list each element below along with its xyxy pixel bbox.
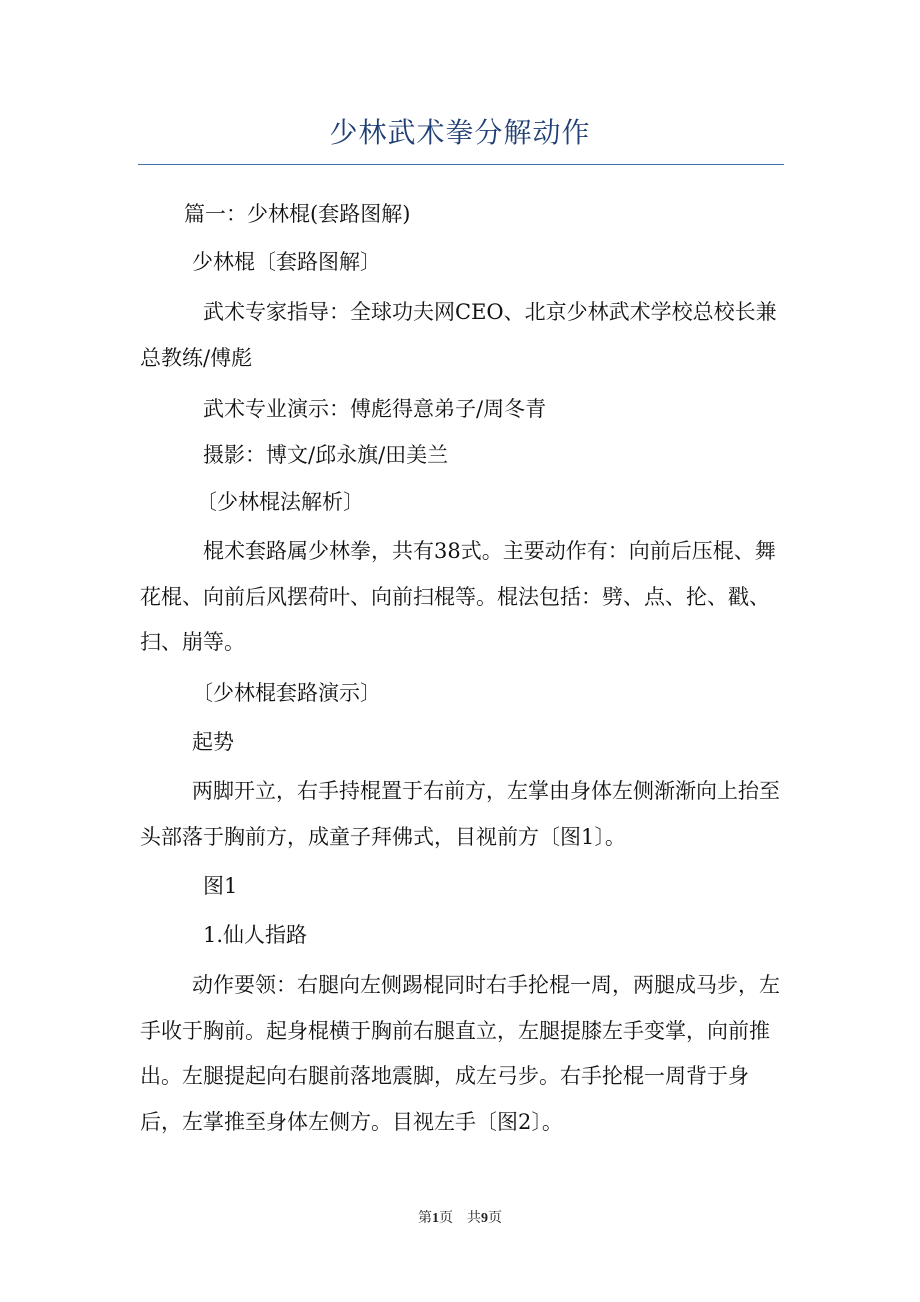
section-label-demo: 〔少林棍套路演示〕 xyxy=(192,681,381,705)
paragraph-analysis: 棍术套路属少林拳，共有38式。主要动作有：向前后压棍、舞花棍、向前后风摆荷叶、向前扫棍等。棍法包括：劈、点、抡、戳、扫、崩等。 xyxy=(140,539,776,655)
move-title-1: 1.仙人指路 xyxy=(203,923,308,947)
title-underline xyxy=(138,164,784,165)
paragraph-move-1: 动作要领：右腿向左侧踢棍同时右手抡棍一周，两腿成马步，左手收于胸前。起身棍横于胸前右腿直立，左腿提膝左手变掌，向前推出。左腿提起向右腿前落地震脚，成左弓步。右手抡棍一周背于身后，左掌推至身体左侧方。目视左手〔图2〕。 xyxy=(140,973,780,1134)
footer-prefix: 第 xyxy=(418,1211,432,1226)
subheading: 少林棍〔套路图解〕 xyxy=(192,250,381,274)
section-heading: 篇一：少林棍(套路图解) xyxy=(184,202,411,226)
move-title-opening: 起势 xyxy=(192,730,234,754)
paragraph-expert: 武术专家指导：全球功夫网CEO、北京少林武术学校总校长兼总教练/傅彪 xyxy=(140,300,777,370)
paragraph-demonstrator: 武术专业演示：傅彪得意弟子/周冬青 xyxy=(203,397,547,421)
footer-current-page: 1 xyxy=(432,1211,439,1226)
figure-caption: 图1 xyxy=(203,874,238,898)
footer-total-pages: 9 xyxy=(481,1211,488,1226)
footer-mid: 页 共 xyxy=(439,1211,481,1226)
page-footer xyxy=(0,1207,920,1227)
section-label-analysis: 〔少林棍法解析〕 xyxy=(196,490,364,514)
footer-suffix: 页 xyxy=(488,1211,502,1226)
paragraph-photography: 摄影：博文/邱永旗/田美兰 xyxy=(203,443,449,467)
paragraph-opening: 两脚开立，右手持棍置于右前方，左掌由身体左侧渐渐向上抬至头部落于胸前方，成童子拜佛式，目视前方〔图1〕。 xyxy=(140,779,780,849)
document-title: 少林武术拳分解动作 xyxy=(329,116,591,149)
